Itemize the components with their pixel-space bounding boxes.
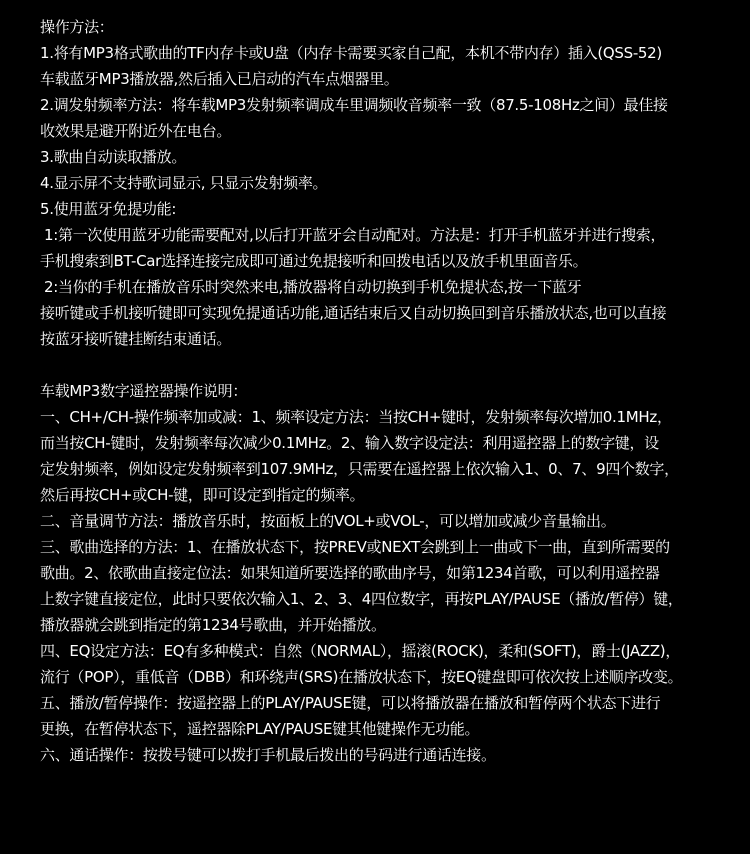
section2-line: 二、音量调节方法：播放音乐时，按面板上的VOL+或VOL-，可以增加或减少音量输出。 bbox=[40, 512, 616, 530]
section1-line: 车载蓝牙MP3播放器,然后插入已启动的汽车点烟器里。 bbox=[40, 70, 399, 88]
section2-line: 播放器就会跳到指定的第1234号歌曲，并开始播放。 bbox=[40, 616, 386, 634]
section1-line: 4.显示屏不支持歌词显示, 只显示发射频率。 bbox=[40, 174, 328, 192]
section1-line: 2.调发射频率方法：将车载MP3发射频率调成车里调频收音频率一致（87.5-108Hz之间）最佳接 bbox=[40, 96, 668, 114]
section1-heading: 操作方法： bbox=[40, 18, 114, 36]
section1-line: 手机搜索到BT-Car选择连接完成即可通过免提接听和回拨电话以及放手机里面音乐。 bbox=[40, 252, 588, 270]
instruction-document bbox=[40, 14, 740, 768]
section2-line: 一、CH+/CH-操作频率加或减：1、频率设定方法：当按CH+键时，发射频率每次增加0.1MHz， bbox=[40, 408, 672, 426]
section1-line: 接听键或手机接听键即可实现免提通话功能,通话结束后又自动切换回到音乐播放状态,也可以直接 bbox=[40, 304, 667, 322]
section1-line: 1.将有MP3格式歌曲的TF内存卡或U盘（内存卡需要买家自己配，本机不带内存）插入(QSS-52) bbox=[40, 44, 662, 62]
section2-line: 而当按CH-键时，发射频率每次减少0.1MHz。2、输入数字设定法：利用遥控器上的数字键，设 bbox=[40, 434, 659, 452]
section2-line: 歌曲。2、依歌曲直接定位法：如果知道所要选择的歌曲序号，如第1234首歌，可以利用遥控器 bbox=[40, 564, 660, 582]
section2-line: 三、歌曲选择的方法：1、在播放状态下，按PREV或NEXT会跳到上一曲或下一曲，直到所需要的 bbox=[40, 538, 670, 556]
section2-line: 四、EQ设定方法：EQ有多种模式：自然（NORMAL），摇滚(ROCK)，柔和(SOFT)，爵士(JAZZ)， bbox=[40, 642, 681, 660]
section2-line: 六、通话操作：按拨号键可以拨打手机最后拨出的号码进行通话连接。 bbox=[40, 746, 496, 764]
section2-line: 流行（POP），重低音（DBB）和环绕声(SRS)在播放状态下，按EQ键盘即可依次按上述顺序改变。 bbox=[40, 668, 683, 686]
section1-line: 收效果是避开附近外在电台。 bbox=[40, 122, 232, 140]
section2-line: 定发射频率，例如设定发射频率到107.9MHz，只需要在遥控器上依次输入1、0、7、9四个数字， bbox=[40, 460, 679, 478]
section2-line: 更换，在暂停状态下，遥控器除PLAY/PAUSE键其他键操作无功能。 bbox=[40, 720, 480, 738]
section2-line: 然后再按CH+或CH-键，即可设定到指定的频率。 bbox=[40, 486, 365, 504]
section1-line: 1:第一次使用蓝牙功能需要配对,以后打开蓝牙会自动配对。方法是：打开手机蓝牙并进行搜索， bbox=[44, 226, 666, 244]
section1-line: 2:当你的手机在播放音乐时突然来电,播放器将自动切换到手机免提状态,按一下蓝牙 bbox=[44, 278, 582, 296]
section2-line: 上数字键直接定位，此时只要依次输入1、2、3、4四位数字，再按PLAY/PAUSE（播放/暂停）键， bbox=[40, 590, 683, 608]
section1-line: 3.歌曲自动读取播放。 bbox=[40, 148, 187, 166]
section1-line: 按蓝牙接听键挂断结束通话。 bbox=[40, 330, 232, 348]
section2-heading: 车载MP3数字遥控器操作说明： bbox=[40, 382, 248, 400]
section1-line: 5.使用蓝牙免提功能: bbox=[40, 200, 177, 218]
section2-line: 五、播放/暂停操作：按遥控器上的PLAY/PAUSE键，可以将播放器在播放和暂停两个状态下进行 bbox=[40, 694, 661, 712]
